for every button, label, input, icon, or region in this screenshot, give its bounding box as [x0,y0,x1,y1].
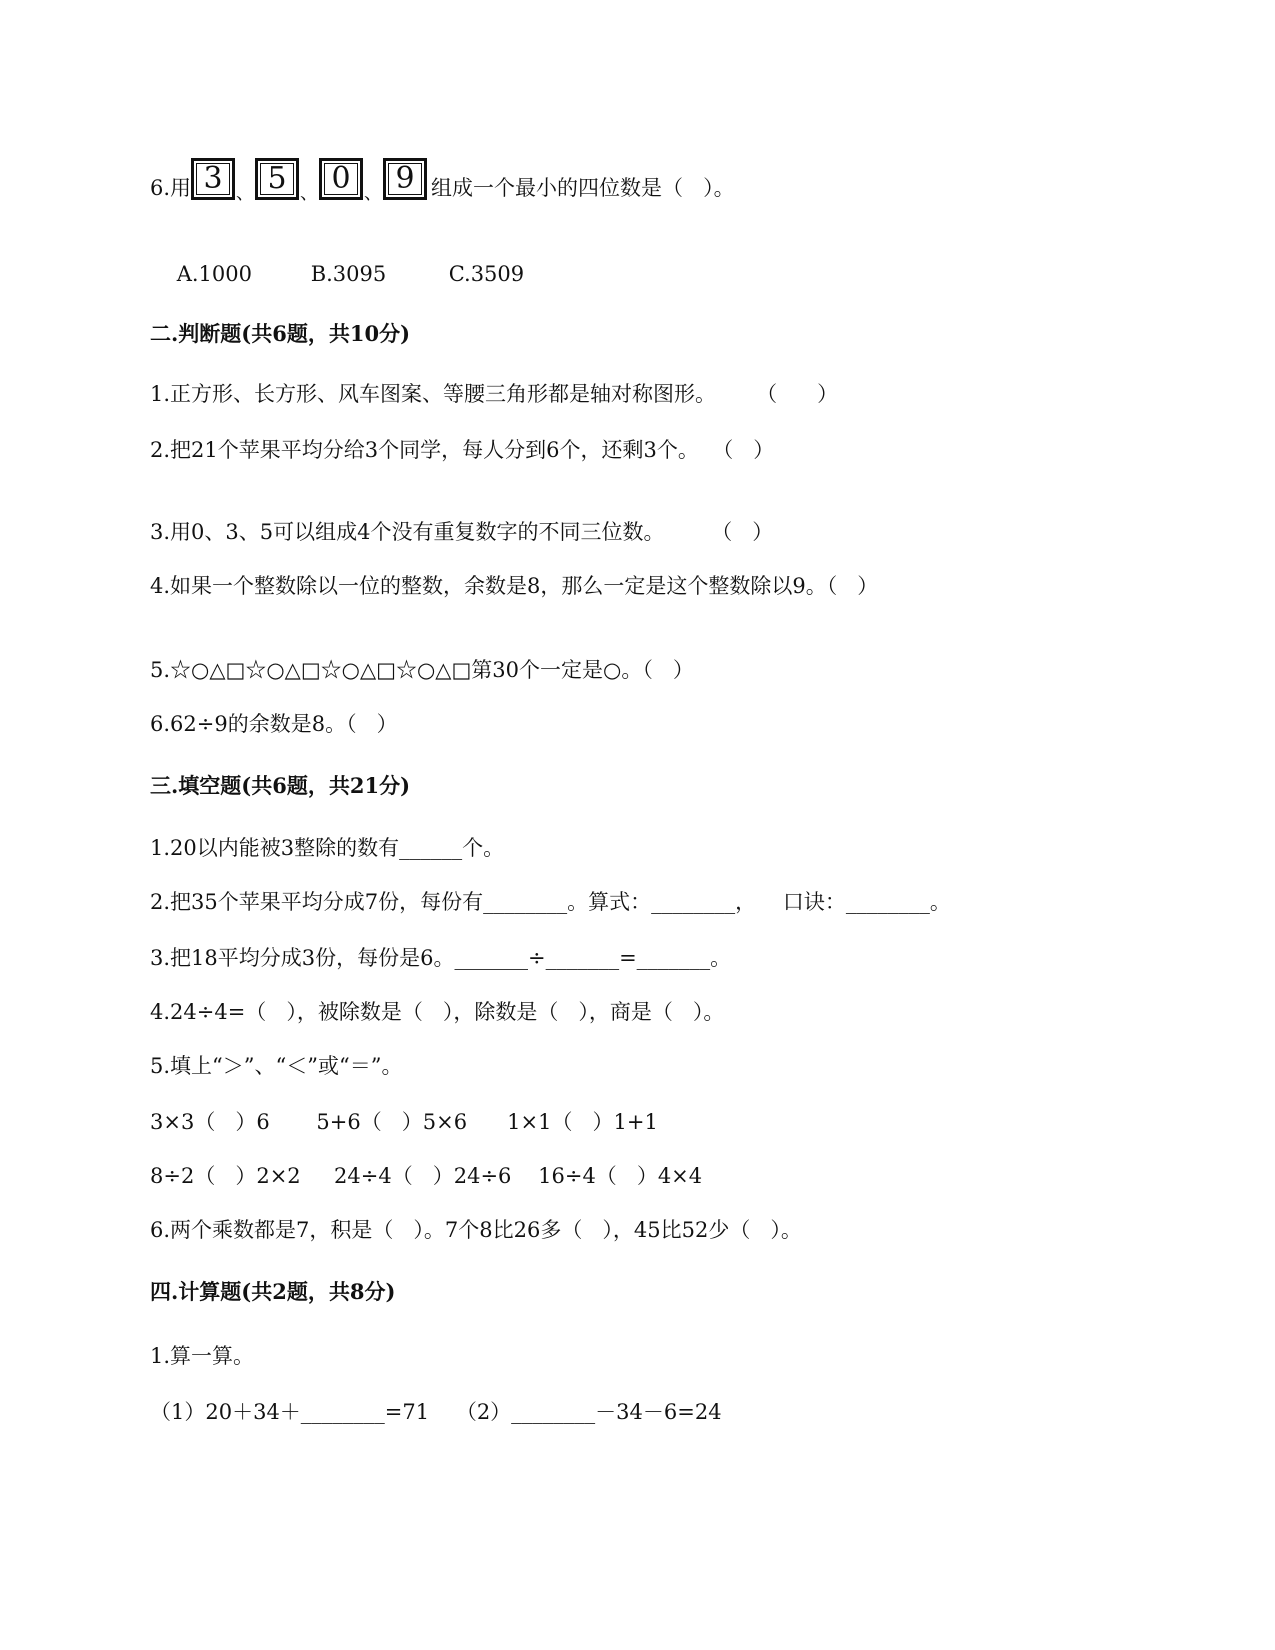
option-c: C.3509 [448,262,525,286]
fill-item-2: 2.把35个苹果平均分成7份，每份有________。算式：________， 口诀：________。 [150,890,951,914]
judge-item-1: 1.正方形、长方形、风车图案、等腰三角形都是轴对称图形。 （ ） [150,382,839,406]
section-3-heading: 三.填空题(共6题，共21分) [150,773,411,798]
question-6-options [150,232,524,316]
option-b: B.3095 [310,262,387,286]
digit-card-5: 5 [255,158,299,200]
separator: 、 [236,183,255,204]
fill-item-3: 3.把18平均分成3份，每份是6。_______÷_______=_______。 [150,946,732,970]
judge-item-4: 4.如果一个整数除以一位的整数，余数是8，那么一定是这个整数除以9。（ ） [150,574,879,598]
calc-item-1: 1.算一算。 [150,1344,255,1368]
fill-item-4: 4.24÷4=（ ），被除数是（ ），除数是（ ），商是（ ）。 [150,1000,725,1024]
fill-item-6: 6.两个乘数都是7，积是（ ）。7个8比26多（ ），45比52少（ ）。 [150,1218,802,1242]
option-a: A.1000 [176,262,252,286]
question-6-prefix: 6.用 [150,176,192,200]
question-6 [150,148,735,204]
digit-card-3: 3 [191,158,235,200]
judge-item-3: 3.用0、3、5可以组成4个没有重复数字的不同三位数。 （ ） [150,520,774,544]
compare-row-1: 3×3（ ）6 5+6（ ）5×6 1×1（ ）1+1 [150,1110,658,1134]
digit-card-0: 0 [319,158,363,200]
judge-item-6: 6.62÷9的余数是8。（ ） [150,712,398,736]
compare-row-2: 8÷2（ ）2×2 24÷4（ ）24÷6 16÷4（ ）4×4 [150,1164,703,1188]
section-2-heading: 二.判断题(共6题，共10分) [150,321,411,346]
calc-item-1-equations: （1）20＋34＋________=71 （2）________－34－6=24 [150,1400,722,1424]
separator: 、 [300,183,319,204]
fill-item-5: 5.填上“＞”、“＜”或“＝”。 [150,1054,403,1078]
fill-item-1: 1.20以内能被3整除的数有______个。 [150,836,505,860]
judge-item-2: 2.把21个苹果平均分给3个同学，每人分到6个，还剩3个。 （ ） [150,438,775,462]
section-4-heading: 四.计算题(共2题，共8分) [150,1279,396,1304]
separator: 、 [364,183,383,204]
digit-card-9: 9 [383,158,427,200]
question-6-suffix: 组成一个最小的四位数是（ ）。 [431,176,735,200]
judge-item-5: 5.☆○△□☆○△□☆○△□☆○△□第30个一定是○。（ ） [150,658,694,682]
